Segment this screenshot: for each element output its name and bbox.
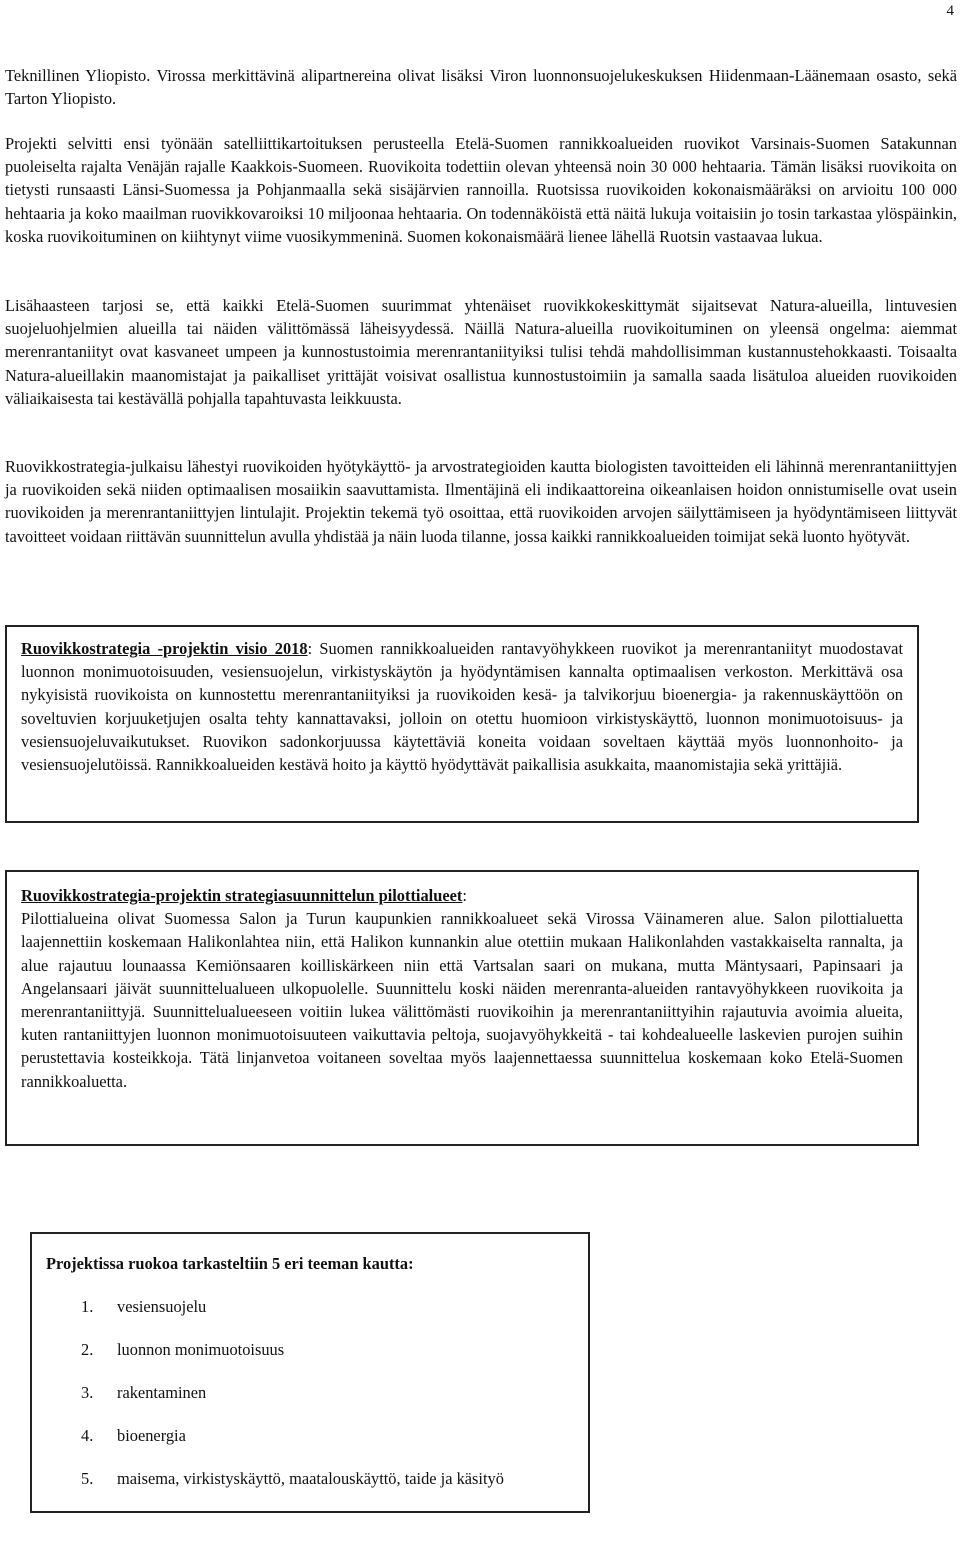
strategy-paragraph: Ruovikkostrategia-julkaisu lähestyi ruovikoiden hyötykäyttö- ja arvostrategioiden kautta biologisten tavoitteiden eli lähinnä merenrantaniittyjen ja ruovikoiden sekä niiden optimaalisen mosaiikin saavuttamista. Ilmentäjinä eli indikaattoreina oikeanlaisen hoidon onnistumiselle ovat usein ruovikoiden ja merenrantaniittyjen lintulajit. Projektin tekemä työ osoittaa, että ruovikoiden arvojen säilyttämiseen ja hyödyntämiseen liittyvät tavoitteet voidaan riittävän suunnittelun avulla yhdistää ja näin luoda tilanne, jossa kaikki rannikkoalueiden toimijat sekä luonto hyötyvät. (5, 457, 957, 546)
pilot-heading-colon: : (462, 886, 467, 905)
themes-list (46, 1295, 588, 1510)
vision-box (5, 625, 919, 823)
pilot-body: Pilottialueina olivat Suomessa Salon ja Turun kaupunkien rannikkoalueet sekä Virossa Väinameren alue. Salon pilottialuetta laajennettiin koskemaan Halikonlahtea niin, että Halikon kunnankin alue otettiin mukaan Halikonlahden vastakkaiselta rannalta, ja alue rajautuu lounaassa Kemiönsaaren koilliskärkeen niin että Vartsalan saari on mukana, mutta Mäntysaari, Papinsaari ja Angelansaari jäivät suunnittelualueen ulkopuolelle. Suunnittelu koski näiden merenranta-alueiden rantavyöhykkeen ruovikoita ja merenrantaniittyjä. Suunnittelualueeseen voitiin lukea välittömästi ruovikoihin ja merenrantaniittyihin rajautuvia avoimia alueita, kuten rantaniittyjen luonnon monimuotoisuuteen vaikuttavia peltoja, suojavyöhykkeitä - tai kohdealueelle laskevien purojen suihin perustettavia kosteikkoja. Tätä linjanvetoa voitaneen soveltaa myös laajennettaessa suunnittelua koskemaan koko Etelä-Suomen rannikkoaluetta. (21, 909, 903, 1091)
theme-label: rakentaminen (117, 1383, 207, 1403)
mapping-paragraph: Projekti selvitti ensi työnään satelliittikartoituksen perusteella Etelä-Suomen rannikkoalueiden ruovikot Varsinais-Suomen Satakunnan puoleiselta rajalta Venäjän rajalle Kaakkois-Suomeen. Ruovikoita todettiin olevan yhteensä noin 30 000 hehtaaria. Tämän lisäksi ruovikoita on tietysti runsaasti Länsi-Suomessa ja Pohjanmaalla sekä sisäjärvien rannoilla. Ruotsissa ruovikoiden kokonaismääräksi on arvioitu 100 000 hehtaaria ja koko maailman ruovikkovaroiksi 10 miljoonaa hehtaaria. On todennäköistä että näitä lukuja voitaisiin jo tosin tarkastaa ylöspäinkin, koska ruovikoituminen on kiihtynyt viime vuosikymmeninä. Suomen kokonaismäärä lienee lähellä Ruotsin vastaavaa lukua. (5, 134, 957, 246)
intro-paragraph: Teknillinen Yliopisto. Virossa merkittävinä alipartnereina olivat lisäksi Viron luonnonsuojelukeskuksen Hiidenmaan-Läänemaan osasto, sekä Tarton Yliopisto. (5, 66, 957, 109)
themes-title: Projektissa ruokoa tarkasteltiin 5 eri teeman kautta: (46, 1254, 414, 1273)
pilot-heading-line (21, 884, 903, 907)
list-item (81, 1295, 588, 1338)
theme-number: 5. (81, 1469, 94, 1489)
themes-box (30, 1232, 590, 1513)
theme-label: luonnon monimuotoisuus (117, 1340, 285, 1360)
pilot-areas-box (5, 870, 919, 1146)
theme-label: maisema, virkistyskäyttö, maatalouskäyttö, taide ja käsityö (117, 1469, 504, 1489)
vision-text (21, 637, 903, 776)
list-item (81, 1467, 588, 1510)
theme-number: 4. (81, 1426, 94, 1446)
pilot-heading: Ruovikkostrategia-projektin strategiasuunnittelun pilottialueet (21, 886, 463, 905)
page-number: 4 (946, 3, 954, 19)
theme-number: 1. (81, 1297, 94, 1317)
theme-number: 2. (81, 1340, 94, 1360)
list-item (81, 1424, 588, 1467)
list-item (81, 1381, 588, 1424)
theme-number: 3. (81, 1383, 94, 1403)
theme-label: bioenergia (117, 1426, 186, 1446)
list-item (81, 1338, 588, 1381)
theme-label: vesiensuojelu (117, 1297, 207, 1317)
vision-heading: Ruovikkostrategia -projektin visio 2018 (21, 639, 308, 658)
vision-body: : Suomen rannikkoalueiden rantavyöhykkeen ruovikot ja merenrantaniityt muodostavat luonnon monimuotoisuuden, vesiensuojelun, virkistyskäytön ja hyödyntämisen kannalta optimaalisen verkoston. Merkittävä osa nykyisistä ruovikoista on kunnostettu merenrantaniityiksi ja ruovikoiden kesä- ja talvikorjuu bioenergia- ja rakennuskäyttöön on soveltuvien korjuuketjujen osalta tehty kannattavaksi, jolloin on otettu huomioon virkistyskäyttö, luonnon monimuotoisuus- ja vesiensuojeluvaikutukset. Ruovikon sadonkorjuussa käytettäviä koneita voidaan soveltaen käyttää myös luonnonhoito- ja vesiensuojelutöissä. Rannikkoalueiden kestävä hoito ja käyttö hyödyttävät paikallisia asukkaita, maanomistajia sekä yrittäjiä. (21, 639, 903, 775)
natura-paragraph: Lisähaasteen tarjosi se, että kaikki Etelä-Suomen suurimmat yhtenäiset ruovikkokeskittymät sijaitsevat Natura-alueilla, lintuvesien suojeluohjelmien alueilla tai näiden välittömässä läheisyydessä. Näillä Natura-alueilla ruovikoituminen on yleensä ongelma: aiemmat merenrantaniityt ovat kasvaneet umpeen ja kunnostustoimia merenrantaniityiksi tulisi tehdä mahdollisimman kustannustehokkaasti. Toisaalta Natura-alueillakin maanomistajat ja paikalliset yrittäjät voisivat osallistua kunnostustoimiin ja samalla saada lisätuloa alueiden ruovikoiden väliaikaisesta tai kestävällä pohjalla tapahtuvasta leikkuusta. (5, 296, 957, 408)
